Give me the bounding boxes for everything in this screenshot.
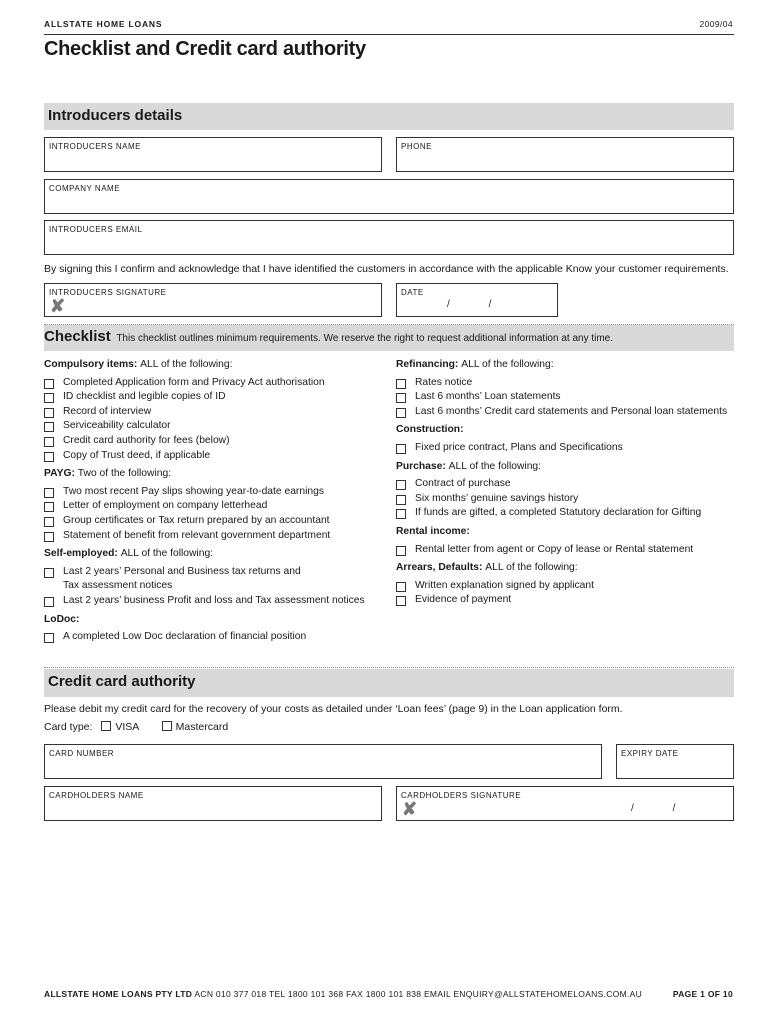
checklist-item	[396, 492, 741, 507]
checklist-item	[44, 390, 389, 405]
introducer-signature-field[interactable]	[44, 283, 382, 317]
footer-company: ALLSTATE HOME LOANS PTY LTD	[44, 989, 193, 999]
footer-details	[44, 989, 642, 999]
page-number: PAGE 1 OF 10	[672, 989, 733, 999]
checklist-item	[396, 579, 741, 594]
checklist-group-heading	[396, 423, 741, 438]
checklist-item	[44, 405, 389, 420]
checklist-item-text: Statement of benefit from relevant government department	[63, 529, 331, 541]
checklist-checkbox[interactable]	[396, 582, 406, 592]
checklist-checkbox[interactable]	[44, 408, 54, 418]
cardholder-signature-field[interactable]	[396, 786, 734, 821]
group-title: Construction:	[396, 424, 464, 436]
checklist-item-text: Copy of Trust deed, if applicable	[63, 449, 211, 461]
checklist-item-text: Last 6 months’ Credit card statements and Personal loan statements	[415, 405, 728, 417]
checklist-item	[44, 499, 389, 514]
introducer-signature-label: INTRODUCERS SIGNATURE	[49, 288, 167, 297]
checklist-checkbox[interactable]	[44, 437, 54, 447]
company-name-field[interactable]	[44, 179, 734, 214]
checklist-checkbox[interactable]	[44, 568, 54, 578]
checklist-intro	[44, 328, 613, 345]
debit-authority-text: Please debit my credit card for the recovery of your costs as detailed under ‘Loan fees’ (page 9) in the Loan application form.	[44, 703, 623, 715]
checklist-checkbox[interactable]	[44, 532, 54, 542]
checklist-group-heading	[396, 561, 741, 576]
checklist-item-text: Fixed price contract, Plans and Specifications	[415, 441, 623, 453]
checklist-item	[44, 485, 389, 500]
checklist-group-heading	[44, 613, 389, 628]
checklist-item-text: Last 6 months’ Loan statements	[415, 391, 561, 403]
checklist-item	[396, 506, 741, 521]
group-subtitle: Two of the following:	[77, 468, 172, 480]
visa-label: VISA	[115, 721, 139, 733]
introducers-section-header	[44, 103, 734, 130]
phone-label: PHONE	[401, 142, 432, 151]
credit-card-divider	[44, 667, 734, 668]
checklist-checkbox[interactable]	[44, 502, 54, 512]
checklist-item-text: Last 2 years’ Personal and Business tax returns and	[63, 565, 301, 577]
mastercard-checkbox[interactable]	[162, 721, 172, 731]
checklist-intro-text: This checklist outlines minimum requirements. We reserve the right to request additional information at any time.	[116, 333, 614, 344]
checklist-right-column	[396, 354, 741, 608]
credit-card-section-header	[44, 669, 734, 697]
mastercard-label: Mastercard	[175, 721, 229, 733]
checklist-item-text: Letter of employment on company letterhead	[63, 500, 268, 512]
checklist-divider	[44, 324, 734, 325]
introducer-date-field[interactable]	[396, 283, 558, 317]
checklist-checkbox[interactable]	[396, 546, 406, 556]
date-separators: / /	[447, 299, 492, 310]
checklist-item-text: Six months’ genuine savings history	[415, 492, 579, 504]
checklist-item	[44, 594, 389, 609]
checklist-checkbox[interactable]	[44, 393, 54, 403]
group-title: Arrears, Defaults:	[396, 562, 483, 574]
introducer-name-field[interactable]	[44, 137, 382, 172]
checklist-checkbox[interactable]	[44, 597, 54, 607]
cardholder-name-field[interactable]	[44, 786, 382, 821]
introducers-section-title: Introducers details	[48, 107, 183, 124]
checklist-checkbox[interactable]	[396, 480, 406, 490]
card-number-field[interactable]	[44, 744, 602, 779]
checklist-group-heading	[396, 525, 741, 540]
checklist-item	[396, 441, 741, 456]
group-title: Rental income:	[396, 525, 470, 537]
visa-checkbox[interactable]	[101, 721, 111, 731]
confirmation-text: By signing this I confirm and acknowledge that I have identified the customers in accordance with the applicable Know your customer requirements.	[44, 263, 729, 275]
group-title: LoDoc:	[44, 613, 80, 625]
checklist-checkbox[interactable]	[44, 488, 54, 498]
checklist-group-heading	[396, 358, 741, 373]
credit-card-section-title: Credit card authority	[48, 673, 196, 690]
checklist-group-heading	[44, 547, 389, 562]
checklist-item-text: Two most recent Pay slips showing year-to-date earnings	[63, 485, 324, 497]
checklist-item-text: Tax assessment notices	[63, 580, 173, 592]
group-subtitle: ALL of the following:	[461, 359, 554, 370]
checklist-checkbox[interactable]	[44, 517, 54, 527]
checklist-checkbox[interactable]	[396, 596, 406, 606]
checklist-item	[396, 477, 741, 492]
checklist-item	[396, 405, 741, 420]
checklist-item-text: A completed Low Doc declaration of financial position	[63, 631, 307, 643]
checklist-item	[44, 630, 389, 645]
group-title: Purchase:	[396, 460, 446, 472]
cardholder-name-label: CARDHOLDERS NAME	[49, 791, 144, 800]
cardholder-signature-label: CARDHOLDERS SIGNATURE	[401, 791, 522, 800]
checklist-item	[396, 376, 741, 391]
sign-here-x-icon: ✘	[50, 296, 66, 316]
group-subtitle: ALL of the following:	[448, 460, 542, 472]
group-subtitle: ALL of the following:	[140, 359, 233, 370]
group-title: Compulsory items:	[44, 359, 138, 370]
group-subtitle: ALL of the following:	[120, 548, 214, 560]
checklist-item	[44, 565, 389, 594]
checklist-checkbox[interactable]	[44, 633, 54, 643]
introducer-name-label: INTRODUCERS NAME	[49, 142, 142, 151]
checklist-item	[44, 376, 389, 391]
checklist-checkbox[interactable]	[396, 379, 406, 389]
checklist-item-text: Contract of purchase	[415, 478, 511, 490]
card-type-label: Card type:	[44, 721, 93, 733]
introducer-email-field[interactable]	[44, 220, 734, 255]
checklist-item-text: Record of interview	[63, 405, 152, 417]
checklist-item-text: If funds are gifted, a completed Statutory declaration for Gifting	[415, 507, 702, 519]
checklist-group-heading	[44, 358, 389, 373]
checklist-checkbox[interactable]	[44, 452, 54, 462]
checklist-item-text: ID checklist and legible copies of ID	[63, 391, 226, 403]
checklist-item-text: Credit card authority for fees (below)	[63, 434, 230, 446]
checklist-item	[396, 543, 741, 558]
checklist-item	[44, 514, 389, 529]
checklist-item-text: Written explanation signed by applicant	[415, 579, 594, 591]
checklist-item	[44, 419, 389, 434]
checklist-checkbox[interactable]	[44, 422, 54, 432]
checklist-title: Checklist	[44, 328, 111, 345]
introducer-email-label: INTRODUCERS EMAIL	[49, 225, 143, 234]
footer-contact: ACN 010 377 018 TEL 1800 101 368 FAX 1800 101 838 EMAIL ENQUIRY@ALLSTATEHOMELOANS.COM.AU	[194, 989, 643, 999]
checklist-item	[396, 390, 741, 405]
header-rule	[44, 34, 734, 35]
checklist-item-text: Rental letter from agent or Copy of lease or Rental statement	[415, 543, 694, 555]
checklist-item-text: Rates notice	[415, 376, 473, 388]
checklist-item-text: Group certificates or Tax return prepared by an accountant	[63, 514, 330, 526]
checklist-checkbox[interactable]	[396, 444, 406, 454]
checklist-item-text: Serviceability calculator	[63, 420, 171, 432]
group-title: Self-employed:	[44, 548, 118, 560]
company-name: ALLSTATE HOME LOANS	[44, 19, 163, 29]
phone-field[interactable]	[396, 137, 734, 172]
signature-date-separators: / /	[631, 803, 676, 814]
group-title: PAYG:	[44, 468, 75, 480]
checklist-item-text: Last 2 years’ business Profit and loss and Tax assessment notices	[63, 594, 365, 606]
checklist-item	[44, 434, 389, 449]
group-subtitle: ALL of the following:	[485, 562, 578, 574]
sign-here-x-icon: ✘	[402, 799, 418, 819]
expiry-date-label: EXPIRY DATE	[621, 749, 679, 758]
checklist-item	[44, 449, 389, 464]
checklist-item	[44, 529, 389, 544]
form-version: 2009/04	[699, 19, 733, 29]
card-type-row	[44, 721, 228, 733]
page-title: Checklist and Credit card authority	[44, 38, 366, 60]
introducer-date-label: DATE	[401, 288, 424, 297]
checklist-checkbox[interactable]	[396, 393, 406, 403]
checklist-left-column	[44, 354, 389, 645]
checklist-item-text: Evidence of payment	[415, 594, 512, 606]
group-title: Refinancing:	[396, 359, 459, 370]
checklist-checkbox[interactable]	[396, 495, 406, 505]
checklist-checkbox[interactable]	[44, 379, 54, 389]
checklist-checkbox[interactable]	[396, 408, 406, 418]
checklist-item-text: Completed Application form and Privacy Act authorisation	[63, 376, 325, 388]
card-number-label: CARD NUMBER	[49, 749, 115, 758]
checklist-group-heading	[396, 460, 741, 475]
company-name-label: COMPANY NAME	[49, 184, 121, 193]
expiry-date-field[interactable]	[616, 744, 734, 779]
checklist-item	[396, 593, 741, 608]
checklist-group-heading	[44, 467, 389, 482]
checklist-checkbox[interactable]	[396, 509, 406, 519]
